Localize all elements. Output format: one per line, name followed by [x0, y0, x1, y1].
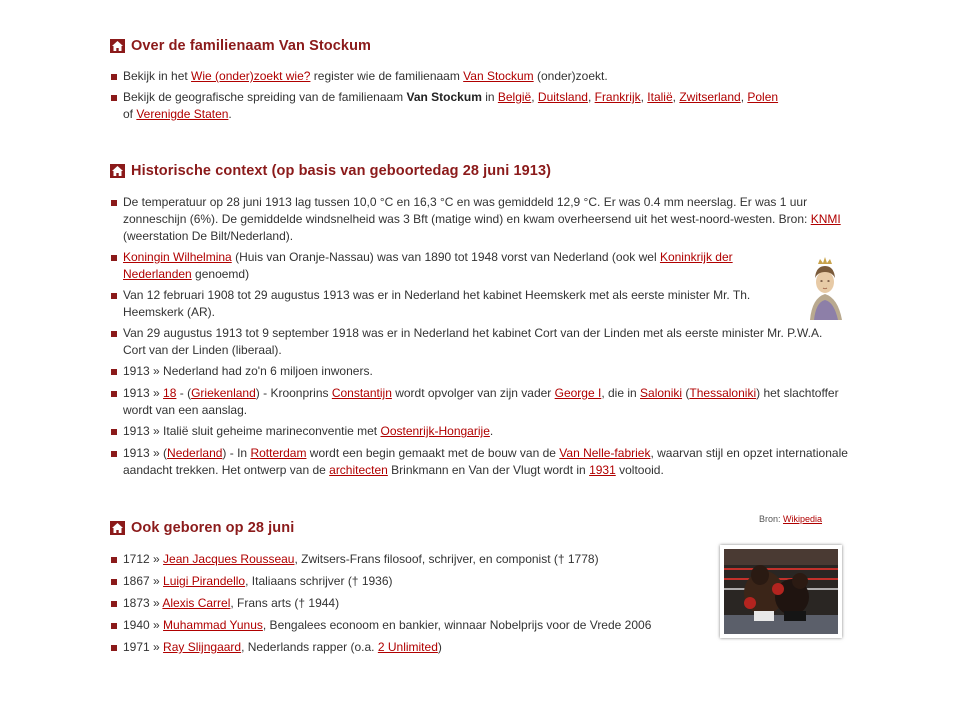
section-historische-context — [110, 161, 848, 479]
list-item — [110, 639, 710, 656]
text: in — [481, 90, 498, 104]
link-nederland[interactable]: Nederland — [167, 446, 223, 460]
list-item — [110, 445, 848, 479]
list-item: Bekijk de geografische spreiding van de familienaam Van Stockum in België, Duitsland, Frankrijk, Italië, Zwitserland, Polen of Verenigde Staten. — [110, 89, 850, 123]
section-header — [110, 518, 710, 538]
list-item: 1913 » Nederland had zo'n 6 miljoen inwoners. — [110, 363, 848, 380]
text: 1913 » ( — [123, 446, 168, 460]
text: register wie de familienaam — [310, 69, 464, 83]
link-koningin-wilhelmina[interactable]: Koningin Wilhelmina — [123, 250, 232, 264]
section-familienaam — [110, 36, 850, 123]
section-header — [110, 161, 848, 181]
link-frankrijk[interactable]: Frankrijk — [594, 90, 641, 104]
text: , Zwitsers-Frans filosoof, schrijver, en componist († 1778) — [294, 552, 599, 566]
link-person[interactable]: Alexis Carrel — [162, 596, 231, 610]
text: voltooid. — [615, 463, 664, 477]
text: . — [228, 107, 232, 121]
text: , Nederlands rapper (o.a. — [241, 640, 378, 654]
year: 1971 » — [123, 640, 164, 654]
link-architecten[interactable]: architecten — [329, 463, 388, 477]
text: genoemd) — [191, 267, 250, 281]
list-item: Van 12 februari 1908 tot 29 augustus 1913 was er in Nederland het kabinet Heemskerk met als eerste minister Mr. Th. Heemskerk (AR). — [110, 287, 848, 321]
list-item — [110, 573, 710, 590]
link-thessaloniki[interactable]: Thessaloniki — [689, 386, 757, 400]
year: 1873 » — [123, 596, 163, 610]
list-item — [110, 423, 848, 440]
link-1931[interactable]: 1931 — [589, 463, 616, 477]
text: (weerstation De Bilt/Nederland). — [123, 229, 294, 243]
text: , Italiaans schrijver († 1936) — [245, 574, 393, 588]
text: , waarvan stijl en opzet internationale aandacht trekken. Het ontwerp van de — [123, 446, 848, 477]
link-belgie[interactable]: België — [497, 90, 532, 104]
text: , Frans arts († 1944) — [230, 596, 340, 610]
year: 1940 » — [123, 618, 164, 632]
boxing-photo-image — [720, 545, 842, 638]
link-polen[interactable]: Polen — [747, 90, 779, 104]
link-koninkrijk[interactable]: Koninkrijk der Nederlanden — [123, 250, 733, 281]
list-item: Van 29 augustus 1913 tot 9 september 1918 was er in Nederland het kabinet Cort van der Linden met als eerste minister Mr. P.W.A. Cort van der Linden (liberaal). — [110, 325, 848, 359]
link-duitsland[interactable]: Duitsland — [537, 90, 588, 104]
source-label: Bron: — [759, 514, 784, 524]
text: (Huis van Oranje-Nassau) was van 1890 tot 1948 vorst van Nederland (ook wel — [231, 250, 660, 264]
text: Bekijk in het — [123, 69, 192, 83]
text: 1913 » — [123, 386, 164, 400]
year: 1712 » — [123, 552, 164, 566]
year: 1867 » — [123, 574, 164, 588]
text: , die in — [601, 386, 641, 400]
section-ook-geboren — [110, 518, 710, 656]
text: De temperatuur op 28 juni 1913 lag tussen 10,0 °C en 16,3 °C en was gemiddeld 12,9 °C. Er was 0.4 mm neerslag. Er was 1 uur zonneschijn (6%). De gemiddelde windsnelheid was 3 Bft (matige wind) en kwam overheersend uit het west-noord-westen. Bron: — [123, 195, 811, 226]
list-item — [110, 68, 850, 85]
surname: Van Stockum — [406, 90, 482, 104]
text: ( — [682, 386, 690, 400]
link-oostenrijk-hongarije[interactable]: Oostenrijk-Hongarije — [380, 424, 490, 438]
link-2-unlimited[interactable]: 2 Unlimited — [377, 640, 438, 654]
section-title: Ook geboren op 28 juni — [131, 520, 295, 536]
house-icon — [110, 521, 125, 535]
link-van-nelle-fabriek[interactable]: Van Nelle-fabriek — [559, 446, 651, 460]
link-griekenland[interactable]: Griekenland — [191, 386, 256, 400]
list-item — [110, 617, 710, 634]
link-person[interactable]: Jean Jacques Rousseau — [163, 552, 295, 566]
text: ) - In — [222, 446, 251, 460]
text: wordt een begin gemaakt met de bouw van de — [306, 446, 560, 460]
section-header — [110, 36, 850, 56]
link-wikipedia[interactable]: Wikipedia — [783, 514, 823, 524]
link-zwitserland[interactable]: Zwitserland — [679, 90, 741, 104]
link-rotterdam[interactable]: Rotterdam — [250, 446, 307, 460]
link-knmi[interactable]: KNMI — [810, 212, 841, 226]
text: , Bengalees econoom en bankier, winnaar Nobelprijs voor de Vrede 2006 — [262, 618, 652, 632]
list-item — [110, 551, 710, 568]
link-italie[interactable]: Italië — [647, 90, 673, 104]
text: ) — [437, 640, 442, 654]
text: 1913 » Italië sluit geheime marineconventie met — [123, 424, 381, 438]
house-icon — [110, 39, 125, 53]
link-18[interactable]: 18 — [163, 386, 177, 400]
list-item — [110, 194, 848, 245]
text: ) - Kroonprins — [255, 386, 332, 400]
section-title: Over de familienaam Van Stockum — [131, 38, 372, 54]
link-van-stockum[interactable]: Van Stockum — [463, 69, 534, 83]
list-item — [110, 249, 848, 283]
list-item — [110, 385, 848, 419]
link-wie-zoekt-wie[interactable]: Wie (onder)zoekt wie? — [191, 69, 311, 83]
text: Brinkmann en Van der Vlugt wordt in — [387, 463, 590, 477]
boxing-photo — [720, 545, 842, 638]
text: of — [123, 107, 137, 121]
link-constantijn[interactable]: Constantijn — [331, 386, 392, 400]
text: (onder)zoekt. — [533, 69, 608, 83]
text: wordt opvolger van zijn vader — [391, 386, 555, 400]
text: ) het slachtoffer wordt van een aanslag. — [123, 386, 839, 417]
section-title: Historische context (op basis van geboortedag 28 juni 1913) — [131, 163, 552, 179]
link-person[interactable]: Luigi Pirandello — [163, 574, 246, 588]
source-credit — [759, 514, 822, 524]
link-person[interactable]: Ray Slijngaard — [163, 640, 242, 654]
link-george-i[interactable]: George I — [554, 386, 602, 400]
link-saloniki[interactable]: Saloniki — [640, 386, 683, 400]
list-item — [110, 595, 710, 612]
text: - ( — [176, 386, 192, 400]
house-icon — [110, 164, 125, 178]
link-verenigde-staten[interactable]: Verenigde Staten — [136, 107, 229, 121]
wilhelmina-portrait-image — [802, 250, 848, 320]
text: Bekijk de geografische spreiding van de familienaam — [123, 90, 407, 104]
text: . — [489, 424, 494, 438]
link-person[interactable]: Muhammad Yunus — [163, 618, 263, 632]
